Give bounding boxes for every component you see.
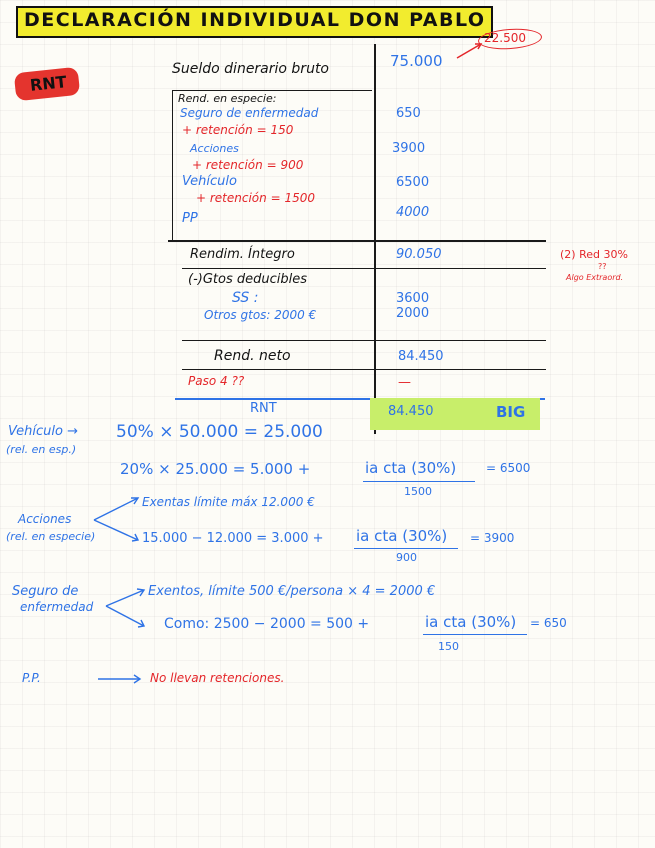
integro-label: Rendim. Íntegro xyxy=(190,247,295,262)
salary-note: 22.500 xyxy=(484,31,526,45)
vehiculo-calc-sublabel: (rel. en esp.) xyxy=(6,443,77,456)
side-note-line1: (2) Red 30% xyxy=(560,248,628,261)
seguro-branch1: Exentos, límite 500 €/persona × 4 = 2000 € xyxy=(148,584,436,599)
acciones-branch1: Exentas límite máx 12.000 € xyxy=(142,495,315,509)
big-label: BIG xyxy=(496,403,526,421)
neto-value: 84.450 xyxy=(398,349,444,364)
in-kind-bracket-top xyxy=(172,90,372,91)
in-kind-bracket xyxy=(172,90,173,240)
rule-under-deducibles xyxy=(182,340,546,341)
acciones-frac-bottom: 900 xyxy=(396,551,417,564)
acciones-calc-label: Acciones xyxy=(18,512,72,526)
vehiculo-calc-label: Vehículo → xyxy=(8,424,78,439)
salary-label: Sueldo dinerario bruto xyxy=(172,61,329,77)
salary-value: 75.000 xyxy=(390,52,443,70)
seguro-calc-result: = 650 xyxy=(530,616,567,630)
otros-value: 2000 xyxy=(396,306,430,321)
seguro-calc-label2: enfermedad xyxy=(20,600,94,614)
paso4-value: — xyxy=(398,375,411,390)
acciones-calc-result: = 3900 xyxy=(470,531,515,545)
acciones-branch2: 15.000 − 12.000 = 3.000 + xyxy=(142,531,324,546)
acciones-calc-sublabel: (rel. en especie) xyxy=(6,530,96,543)
pp-arrow-icon xyxy=(96,672,144,686)
rule-under-integro xyxy=(182,268,546,269)
pp-calc-label: P.P. xyxy=(22,671,41,685)
side-note-line3: Algo Extraord. xyxy=(566,273,624,282)
vehiculo-retention: + retención = 1500 xyxy=(196,191,315,205)
side-note-line2: ?? xyxy=(598,262,607,271)
vehiculo-calc-line2: 20% × 25.000 = 5.000 + xyxy=(120,460,311,478)
acciones-branch-arrows-icon xyxy=(92,494,142,546)
ss-label: SS : xyxy=(232,290,259,306)
rnt-badge-label: RNT xyxy=(29,72,68,95)
vehiculo-frac-bottom: 1500 xyxy=(404,485,432,498)
acciones-value: 3900 xyxy=(392,141,426,156)
seguro-retention: + retención = 150 xyxy=(182,123,294,137)
seguro-branch2: Como: 2500 − 2000 = 500 + xyxy=(164,616,370,632)
seguro-value: 650 xyxy=(396,106,421,121)
pp-value: 4000 xyxy=(396,205,430,220)
seguro-calc-label1: Seguro de xyxy=(12,584,79,599)
rule-under-pp xyxy=(168,240,546,242)
rule-under-neto xyxy=(182,369,546,370)
vehiculo-frac-top: ia cta (30%) xyxy=(365,459,457,477)
seguro-frac-bottom: 150 xyxy=(438,640,459,653)
vehiculo-calc-result: = 6500 xyxy=(486,461,531,475)
rnt-label: RNT xyxy=(250,401,277,416)
seguro-frac-bar xyxy=(423,634,527,635)
acciones-frac-bar xyxy=(354,548,458,549)
neto-label: Rend. neto xyxy=(214,348,291,364)
paso4-label: Paso 4 ?? xyxy=(188,374,245,388)
seguro-label: Seguro de enfermedad xyxy=(180,106,319,120)
ss-value: 3600 xyxy=(396,291,430,306)
acciones-retention: + retención = 900 xyxy=(192,158,304,172)
acciones-frac-top: ia cta (30%) xyxy=(356,527,448,545)
pp-label: PP xyxy=(182,211,198,226)
rnt-value: 84.450 xyxy=(388,404,434,419)
otros-label: Otros gtos: 2000 € xyxy=(204,308,317,322)
page-title: DECLARACIÓN INDIVIDUAL DON PABLO xyxy=(24,9,486,31)
integro-value: 90.050 xyxy=(396,247,442,262)
vehiculo-label: Vehículo xyxy=(182,174,237,189)
seguro-branch-arrows-icon xyxy=(104,584,148,632)
vehiculo-frac-bar xyxy=(363,481,475,482)
seguro-frac-top: ia cta (30%) xyxy=(425,613,517,631)
deducibles-label: (-)Gtos deducibles xyxy=(188,272,307,287)
acciones-label: Acciones xyxy=(190,142,239,155)
in-kind-header: Rend. en especie: xyxy=(178,92,277,105)
pp-calc-text: No llevan retenciones. xyxy=(150,671,285,685)
vehiculo-value: 6500 xyxy=(396,175,430,190)
table-vertical-divider xyxy=(374,44,376,434)
vehiculo-calc-line1: 50% × 50.000 = 25.000 xyxy=(116,422,323,442)
